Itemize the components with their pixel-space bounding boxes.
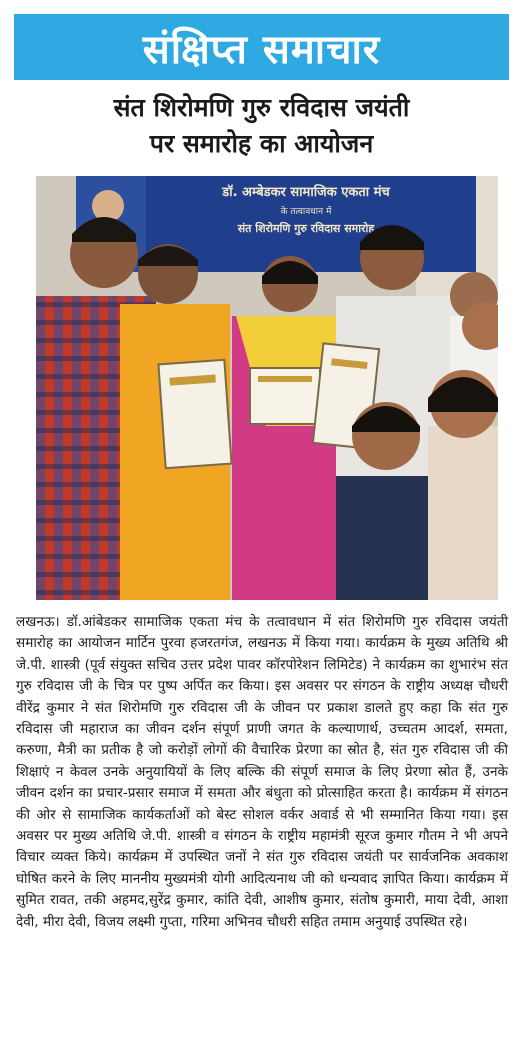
- stage-banner-line-3: संत शिरोमणि गुरु रविदास समारोह: [237, 222, 375, 235]
- section-title: संक्षिप्त समाचार: [142, 26, 381, 73]
- stage-banner-line-2: के तत्वावधान में: [280, 207, 332, 217]
- news-headline: [0, 90, 523, 162]
- stage-banner-line-1: डॉ. अम्बेडकर सामाजिक एकता मंच: [222, 185, 390, 200]
- event-photo: [36, 176, 498, 600]
- article-body: लखनऊ। डॉ.आंबेडकर सामाजिक एकता मंच के तत्वावधान में संत शिरोमणि गुरु रविदास जयंती समारोह का आयोजन मार्टिन पुरवा हजरतगंज, लखनऊ में किया गया। कार्यक्रम के मुख्य अतिथि श्री जे.पी. शास्त्री (पूर्व संयुक्त सचिव उत्तर प्रदेश पावर कॉरपोरेशन लिमिटेड) ने कार्यक्रम का शुभारंभ संत गुरु रविदास जी के चित्र पर पुष्प अर्पित कर किया। इस अवसर पर संगठन के राष्ट्रीय अध्यक्ष चौधरी वीरेंद्र कुमार ने संत शिरोमणि गुरु रविदास जी के जीवन पर प्रकाश डालते हुए कहा कि संत गुरु रविदास जी महाराज का जीवन दर्शन संपूर्ण प्राणी जगत के कल्याणार्थ, उच्चतम आदर्श, समता, करुणा, मैत्री का प्रतीक है जो करोड़ों लोगों की वैचारिक प्रेरणा का स्रोत है, संत गुरु रविदास जी की शिक्षाएं न केवल उनके अनुयायियों के लिए बल्कि की संपूर्ण समाज के लिए प्रेरणा स्रोत हैं, उनके जीवन दर्शन का प्रचार-प्रसार समाज में समता और बंधुता को प्रोत्साहित करता है। कार्यक्रम में संगठन की ओर से सामाजिक कार्यकर्ताओं को बेस्ट सोशल वर्कर अवार्ड से भी सम्मानित किया गया। इस अवसर पर मुख्य अतिथि जे.पी. शास्त्री व संगठन के राष्ट्रीय महामंत्री सूरज कुमार गौतम ने भी अपने विचार व्यक्त किये। कार्यक्रम में उपस्थित जनों ने संत गुरु रविदास जयंती पर सार्वजनिक अवकाश घोषित करने के लिए माननीय मुख्यमंत्री योगी आदित्यनाथ जी को धन्यवाद ज्ञापित किया। कार्यक्रम में सुमित रावत, तकी अहमद,सुरेंद्र कुमार, कांति देवी, आशीष कुमार, संतोष कुमारी, माया देवी, आशा देवी, मीरा देवी, विजय लक्ष्मी गुप्ता, गरिमा अभिनव चौधरी सहित तमाम अनुयाई उपस्थित रहे।: [16, 614, 508, 930]
- person-girl: [428, 370, 498, 600]
- headline-line-2: पर समारोह का आयोजन: [149, 129, 374, 158]
- headline-line-1: संत शिरोमणि गुरु रविदास जयंती: [113, 93, 410, 122]
- section-banner: [14, 14, 509, 80]
